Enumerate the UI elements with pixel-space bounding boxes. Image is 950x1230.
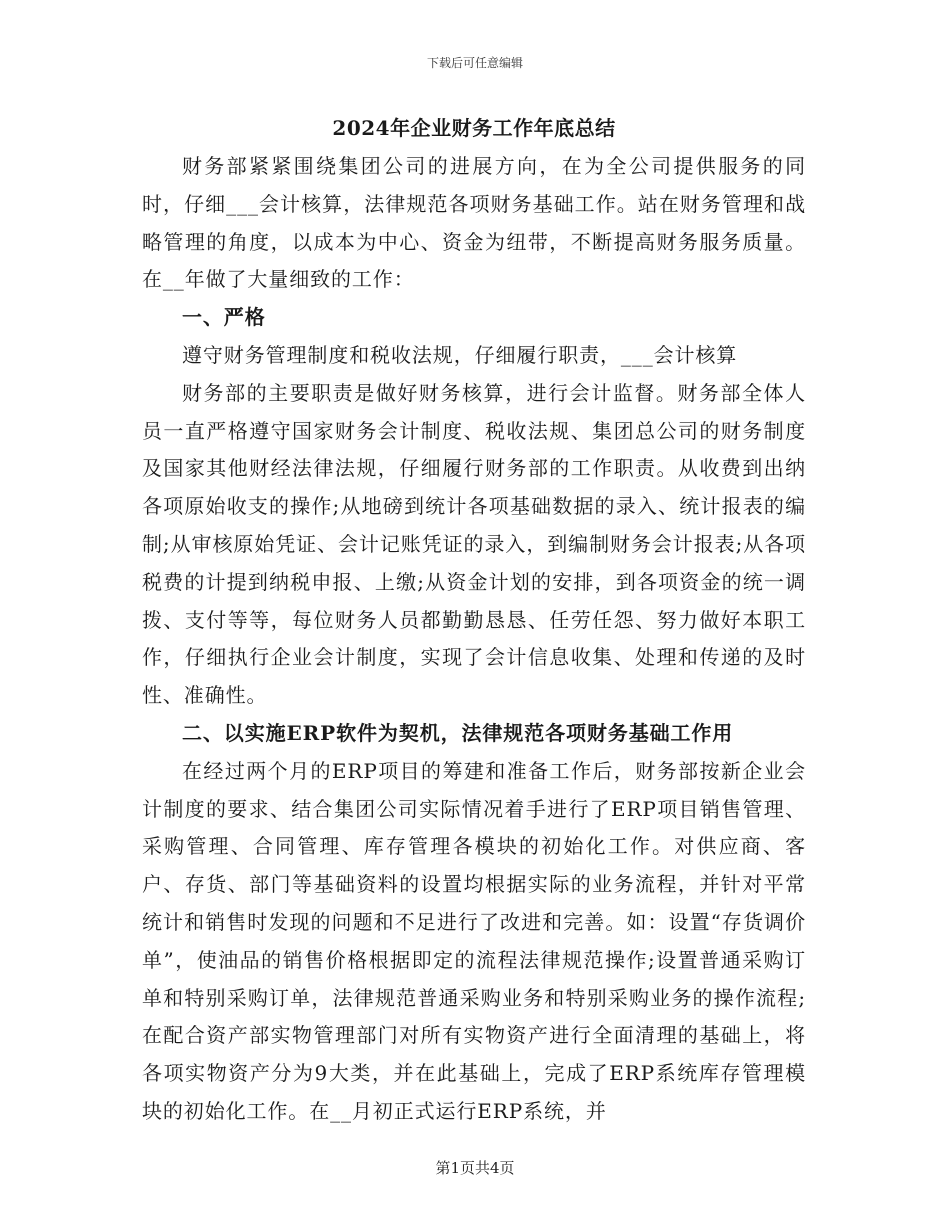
- section-heading-2: 二、以实施ERP软件为契机，法律规范各项财务基础工作用: [182, 720, 734, 745]
- section-heading-1: 一、严格: [182, 305, 266, 330]
- paragraph-compliance: 遵守财务管理制度和税收法规，仔细履行职责，___会计核算: [182, 342, 738, 367]
- paragraph-erp: 在经过两个月的ERP项目的筹建和准备工作后，财务部按新企业会计制度的要求、结合集团公司实际情况着手进行了ERP项目销售管理、采购管理、合同管理、库存管理各模块的初始化工作。对供应商、客户、存货、部门等基础资料的设置均根据实际的业务流程，并针对平常统计和销售时发现的问题和不足进行了改进和完善。如：设置“存货调价单”，使油品的销售价格根据即定的流程法律规范操作;设置普通采购订单和特别采购订单，法律规范普通采购业务和特别采购业务的操作流程;在配合资产部实物管理部门对所有实物资产进行全面清理的基础上，将各项实物资产分为9大类，并在此基础上，完成了ERP系统库存管理模块的初始化工作。在__月初正式运行ERP系统，并: [142, 758, 806, 1123]
- page-number: 第1页共4页: [435, 1159, 515, 1177]
- page-header-note: 下载后可任意编辑: [426, 56, 523, 70]
- paragraph-intro: 财务部紧紧围绕集团公司的进展方向，在为全公司提供服务的同时，仔细___会计核算，法律规范各项财务基础工作。站在财务管理和战略管理的角度，以成本为中心、资金为纽带，不断提高财务服务质量。在__年做了大量细致的工作：: [142, 154, 806, 292]
- document-title: 2024年企业财务工作年底总结: [332, 116, 616, 140]
- document-body: [142, 108, 806, 1131]
- paragraph-duties: 财务部的主要职责是做好财务核算，进行会计监督。财务部全体人员一直严格遵守国家财务会计制度、税收法规、集团总公司的财务制度及国家其他财经法律法规，仔细履行财务部的工作职责。从收费到出纳各项原始收支的操作;从地磅到统计各项基础数据的录入、统计报表的编制;从审核原始凭证、会计记账凭证的录入，到编制财务会计报表;从各项税费的计提到纳税申报、上缴;从资金计划的安排，到各项资金的统一调拨、支付等等，每位财务人员都勤勤恳恳、任劳任怨、努力做好本职工作，仔细执行企业会计制度，实现了会计信息收集、处理和传递的及时性、准确性。: [142, 380, 806, 708]
